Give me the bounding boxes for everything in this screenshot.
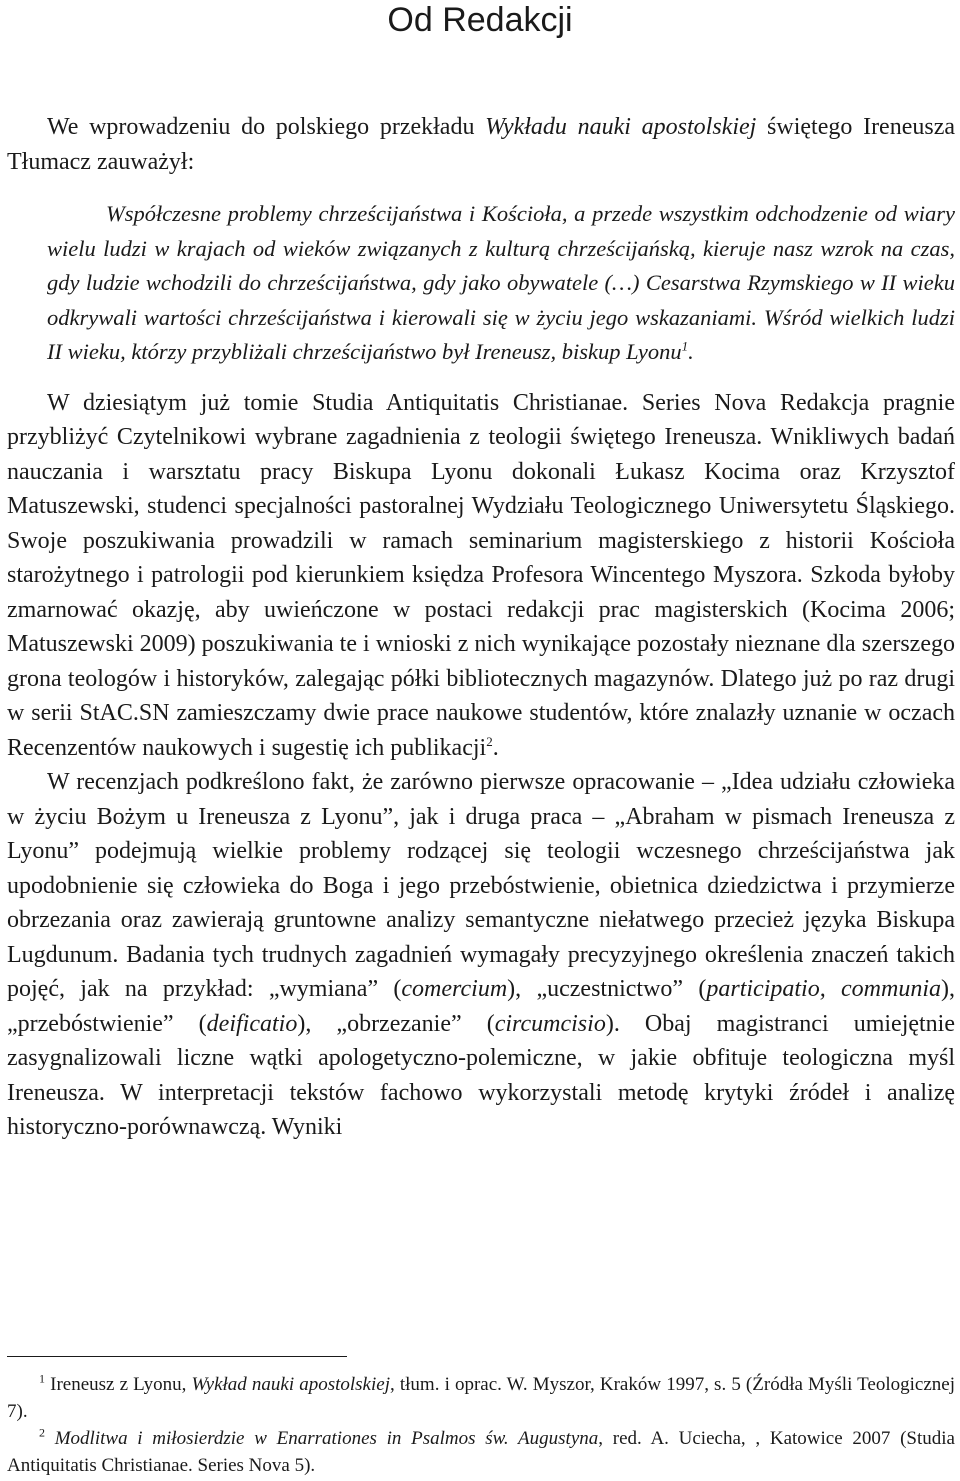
footnotes bbox=[7, 1371, 955, 1479]
reviews-text-c: ), „przebóstwienie” ( bbox=[7, 976, 955, 1037]
paragraph-intro bbox=[7, 110, 955, 179]
reviews-text-e: ). Obaj magistranci umiejętnie zasygnalizowali liczne wątki apologetyczno-polemiczne, w jakie obfituje teologiczna myśl Ireneusza. W interpretacji tekstów fachowo wykorzystali metodę krytyki źródeł i analizę historyczno-porównawczą. Wyniki bbox=[7, 1010, 956, 1140]
footnote-2-text-b: , red. A. Uciecha, , Katowice 2007 (Studia Antiquitatis Christianae. Series Nova 5). bbox=[7, 1428, 955, 1476]
block-quote bbox=[7, 179, 955, 386]
reviews-text-d: ), „obrzezanie” ( bbox=[297, 1010, 495, 1037]
footnote-number: 1 bbox=[39, 1371, 45, 1386]
footnote-2-work: Modlitwa i miłosierdzie w Enarrationes in Psalmos św. Augustyna bbox=[54, 1428, 599, 1449]
footnote-number: 2 bbox=[39, 1425, 45, 1440]
footnote-ref-2[interactable]: 2 bbox=[486, 733, 493, 749]
term-circumcisio: circumcisio bbox=[494, 1010, 606, 1037]
main-text bbox=[7, 110, 955, 1145]
paragraph-reviews bbox=[7, 765, 955, 1145]
intro-text-b: świętego Ireneusza Tłumacz zauważył: bbox=[7, 114, 956, 175]
page-title: Od Redakcji bbox=[387, 1, 573, 39]
footnote-1-work: Wykład nauki apostolskiej bbox=[191, 1374, 390, 1395]
footnote-1-text-b: , tłum. i oprac. W. Myszor, Kraków 1997, s. 5 (Źródła Myśli Teologicznej 7). bbox=[7, 1374, 955, 1422]
footnote-1-text-a: Ireneusz z Lyonu, bbox=[45, 1374, 192, 1395]
footnote-2 bbox=[7, 1425, 955, 1479]
footnote-divider bbox=[7, 1356, 347, 1357]
paragraph-volume bbox=[7, 386, 955, 766]
term-deificatio: deificatio bbox=[206, 1010, 298, 1037]
volume-end: . bbox=[492, 734, 499, 761]
reviews-text-a: W recenzjach podkreślono fakt, że zarówno pierwsze opracowanie – „Idea udziału człowieka w życiu Bożym u Ireneusza z Lyonu”, jak i druga praca – „Abraham w pismach Ireneusza z Lyonu” podejmują wielkie problemy rodzącej się teologii wczesnego chrześcijaństwa jak upodobnienie się człowieka do Boga i jego przebóstwienie, obietnica dziedzictwa i przymierze obrzezania oraz zawierają gruntowne analizy semantyczne niełatwego przecież języka Biskupa Lugdunum. Badania tych trudnych zagadnień wymagały precyzyjnego określenia znaczeń takich pojęć, jak na przykład: „wymiana” ( bbox=[7, 769, 955, 1002]
reviews-text-b: ), „uczestnictwo” ( bbox=[507, 976, 707, 1002]
footnote-2-text-a bbox=[45, 1428, 55, 1449]
footnote-ref-1[interactable]: 1 bbox=[681, 338, 689, 354]
term-participatio: participatio, communia bbox=[706, 976, 941, 1002]
volume-text: W dziesiątym już tomie Studia Antiquitatis Christianae. Series Nova Redakcja pragnie przybliżyć Czytelnikowi wybrane zagadnienia z teologii świętego Ireneusza. Wnikliwych badań nauczania i warsztatu pracy Biskupa Lyonu dokonali Łukasz Kocima oraz Krzysztof Matuszewski, studenci specjalności pastoralnej Wydziału Teologicznego Uniwersytetu Śląskiego. Swoje poszukiwania prowadzili w ramach seminarium magisterskiego z historii Kościoła starożytnego i patrologii pod kierunkiem księdza Profesora Wincentego Myszora. Szkoda byłoby zmarnować okazję, aby uwieńczone w postaci redakcji prac magisterskich (Kocima 2006; Matuszewski 2009) poszukiwania te i wnioski z nich wynikające pozostały nieznane dla szerszego grona teologów i historyków, zalegając półki bibliotecznych magazynów. Dlatego już po raz drugi w serii StAC.SN zamieszczamy dwie prace naukowe studentów, które znalazły uznanie w oczach Recenzentów naukowych i sugestię ich publikacji bbox=[7, 389, 955, 761]
quote-text: Współczesne problemy chrześcijaństwa i Kościoła, a przede wszystkim odchodzenie od wiary wielu ludzi w krajach od wieków związanych z kulturą chrześcijańską, kieruje nasz wzrok na czas, gdy ludzie wchodzili do chrześcijaństwa, gdy jako obywatele (…) Cesarstwa Rzymskiego w II wieku odkrywali wartości chrześcijaństwa i kierowali się w życiu jego wskazaniami. Wśród wielkich ludzi II wieku, którzy przybliżali chrześcijaństwo był Ireneusz, biskup Lyonu bbox=[47, 201, 955, 364]
footnote-1 bbox=[7, 1371, 955, 1425]
term-comercium: comercium bbox=[401, 976, 508, 1002]
work-title: Wykładu nauki apostolskiej bbox=[485, 114, 757, 140]
intro-text-a: We wprowadzeniu do polskiego przekładu bbox=[47, 114, 486, 140]
quote-end: . bbox=[688, 339, 694, 364]
